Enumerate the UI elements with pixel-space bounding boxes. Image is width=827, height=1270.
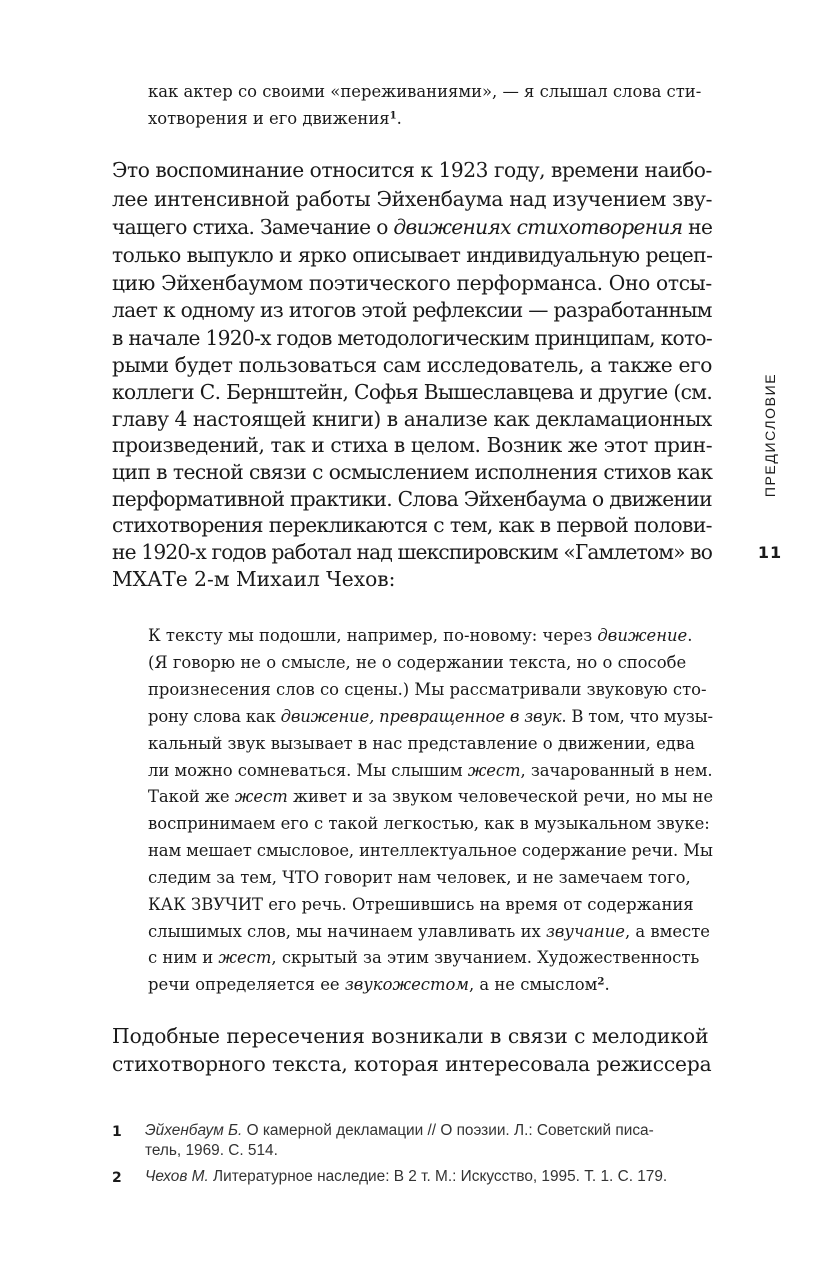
footnote-1-line-1 xyxy=(145,1122,654,1140)
quote-text: рону слова как xyxy=(148,707,281,726)
body-line-4: только выпукло и ярко описывает индивидуальную рецеп- xyxy=(112,243,713,267)
body-line-1: Это воспоминание относится к 1923 году, времени наибо- xyxy=(112,158,712,182)
quote-emphasis: жест xyxy=(218,948,272,967)
quote-top-line-2 xyxy=(148,109,402,128)
footnote-number: 1 xyxy=(112,1124,122,1140)
quote-line-12 xyxy=(148,922,710,941)
quote-text: , а вместе xyxy=(624,922,710,941)
quote-emphasis: звукожестом xyxy=(344,975,469,994)
quote-text: речи определяется ее xyxy=(148,975,345,994)
footnote-ref-2[interactable]: 2 xyxy=(597,975,605,988)
body-line-3 xyxy=(112,215,712,239)
footnote-1-line-2: тель, 1969. С. 514. xyxy=(145,1142,278,1159)
quote-text: , зачарованный в нем. xyxy=(520,761,713,780)
quote-top-end: . xyxy=(396,109,402,128)
body-line-5: цию Эйхенбаумом поэтического перформанса. Оно отсы- xyxy=(112,271,712,295)
quote-text: ли можно сомневаться. Мы слышим xyxy=(148,761,468,780)
body-emphasis: движениях стихотворения xyxy=(393,215,683,239)
body-line-13: перформативной практики. Слова Эйхенбаума о движении xyxy=(112,487,712,511)
quote-text: с ним и xyxy=(148,948,219,967)
quote-text: , скрытый за этим звучанием. Художественность xyxy=(271,948,700,967)
footnote-ref-1[interactable]: 1 xyxy=(389,109,397,122)
body-line-2: лее интенсивной работы Эйхенбаума над изучением зву- xyxy=(112,187,713,211)
body-line-9: коллеги С. Бернштейн, Софья Вышеславцева и другие (см. xyxy=(112,380,713,404)
body-line-6: лает к одному из итогов этой рефлексии — разработанным xyxy=(112,298,712,322)
quote-text: . xyxy=(604,975,610,994)
body2-line-2: стихотворного текста, которая интересовала режиссера xyxy=(112,1052,712,1076)
quote-text: живет и за звуком человеческой речи, но мы не xyxy=(287,787,714,806)
quote-text: . xyxy=(687,626,693,645)
page-number: 11 xyxy=(757,543,783,562)
quote-line-6 xyxy=(148,761,713,780)
quote-emphasis: звучание xyxy=(545,922,625,941)
body-line-15: не 1920-х годов работал над шекспировским «Гамлетом» во xyxy=(112,540,713,564)
body-line-14: стихотворения перекликаются с тем, как в первой полови- xyxy=(112,513,712,537)
quote-line-7 xyxy=(148,787,713,806)
quote-line-8: воспринимаем его с такой легкостью, как в музыкальном звуке: xyxy=(148,814,710,833)
body-line-16: МХАТе 2-м Михаил Чехов: xyxy=(112,567,396,591)
quote-emphasis: движение xyxy=(597,626,688,645)
quote-text: К тексту мы подошли, например, по-новому: через xyxy=(148,626,598,645)
body2-line-1: Подобные пересечения возникали в связи с мелодикой xyxy=(112,1024,709,1048)
footnote-author: Чехов М. xyxy=(145,1168,209,1185)
quote-text: слышимых слов, мы начинаем улавливать их xyxy=(148,922,546,941)
quote-line-4 xyxy=(148,707,713,726)
quote-line-1 xyxy=(148,626,692,645)
footnote-2-line-1 xyxy=(145,1168,667,1186)
quote-emphasis: жест xyxy=(467,761,521,780)
quote-text: , а не смыслом xyxy=(468,975,598,994)
footnote-text: О камерной декламации // О поэзии. Л.: Советский писа- xyxy=(242,1122,654,1139)
quote-line-13 xyxy=(148,948,699,967)
quote-line-11: КАК ЗВУЧИТ его речь. Отрешившись на время от содержания xyxy=(148,895,694,914)
quote-line-14 xyxy=(148,975,610,994)
quote-line-10: следим за тем, ЧТО говорит нам человек, и не замечаем того, xyxy=(148,868,691,887)
quote-text: Такой же xyxy=(148,787,235,806)
quote-emphasis: жест xyxy=(234,787,288,806)
quote-line-5: кальный звук вызывает в нас представление о движении, едва xyxy=(148,734,695,753)
footnote-number: 2 xyxy=(112,1170,122,1186)
section-running-head: ПРЕДИСЛОВИЕ xyxy=(762,372,778,498)
footnote-author: Эйхенбаум Б. xyxy=(145,1122,243,1139)
body-line-10: главу 4 настоящей книги) в анализе как декламационных xyxy=(112,407,712,431)
quote-emphasis: движение, превращенное в звук xyxy=(280,707,562,726)
footnote-text: Литературное наследие: В 2 т. М.: Искусство, 1995. Т. 1. С. 179. xyxy=(208,1168,668,1185)
quote-top-line-1: как актер со своими «переживаниями», — я слышал слова сти- xyxy=(148,82,702,101)
body-line-11: произведений, так и стиха в целом. Возник же этот прин- xyxy=(112,433,713,457)
body-text: чащего стиха. Замечание о xyxy=(112,215,394,239)
body-line-12: цип в тесной связи с осмыслением исполнения стихов как xyxy=(112,460,713,484)
quote-line-9: нам мешает смысловое, интеллектуальное содержание речи. Мы xyxy=(148,841,713,860)
body-line-8: рыми будет пользоваться сам исследователь, а также его xyxy=(112,353,713,377)
quote-top-text: хотворения и его движения xyxy=(148,109,390,128)
body-line-7: в начале 1920-х годов методологическим принципам, кото- xyxy=(112,326,712,350)
quote-line-2: (Я говорю не о смысле, не о содержании текста, но о способе xyxy=(148,653,687,672)
body-text: не xyxy=(682,215,713,239)
quote-line-3: произнесения слов со сцены.) Мы рассматривали звуковую сто- xyxy=(148,680,707,699)
quote-text: . В том, что музы- xyxy=(561,707,713,726)
